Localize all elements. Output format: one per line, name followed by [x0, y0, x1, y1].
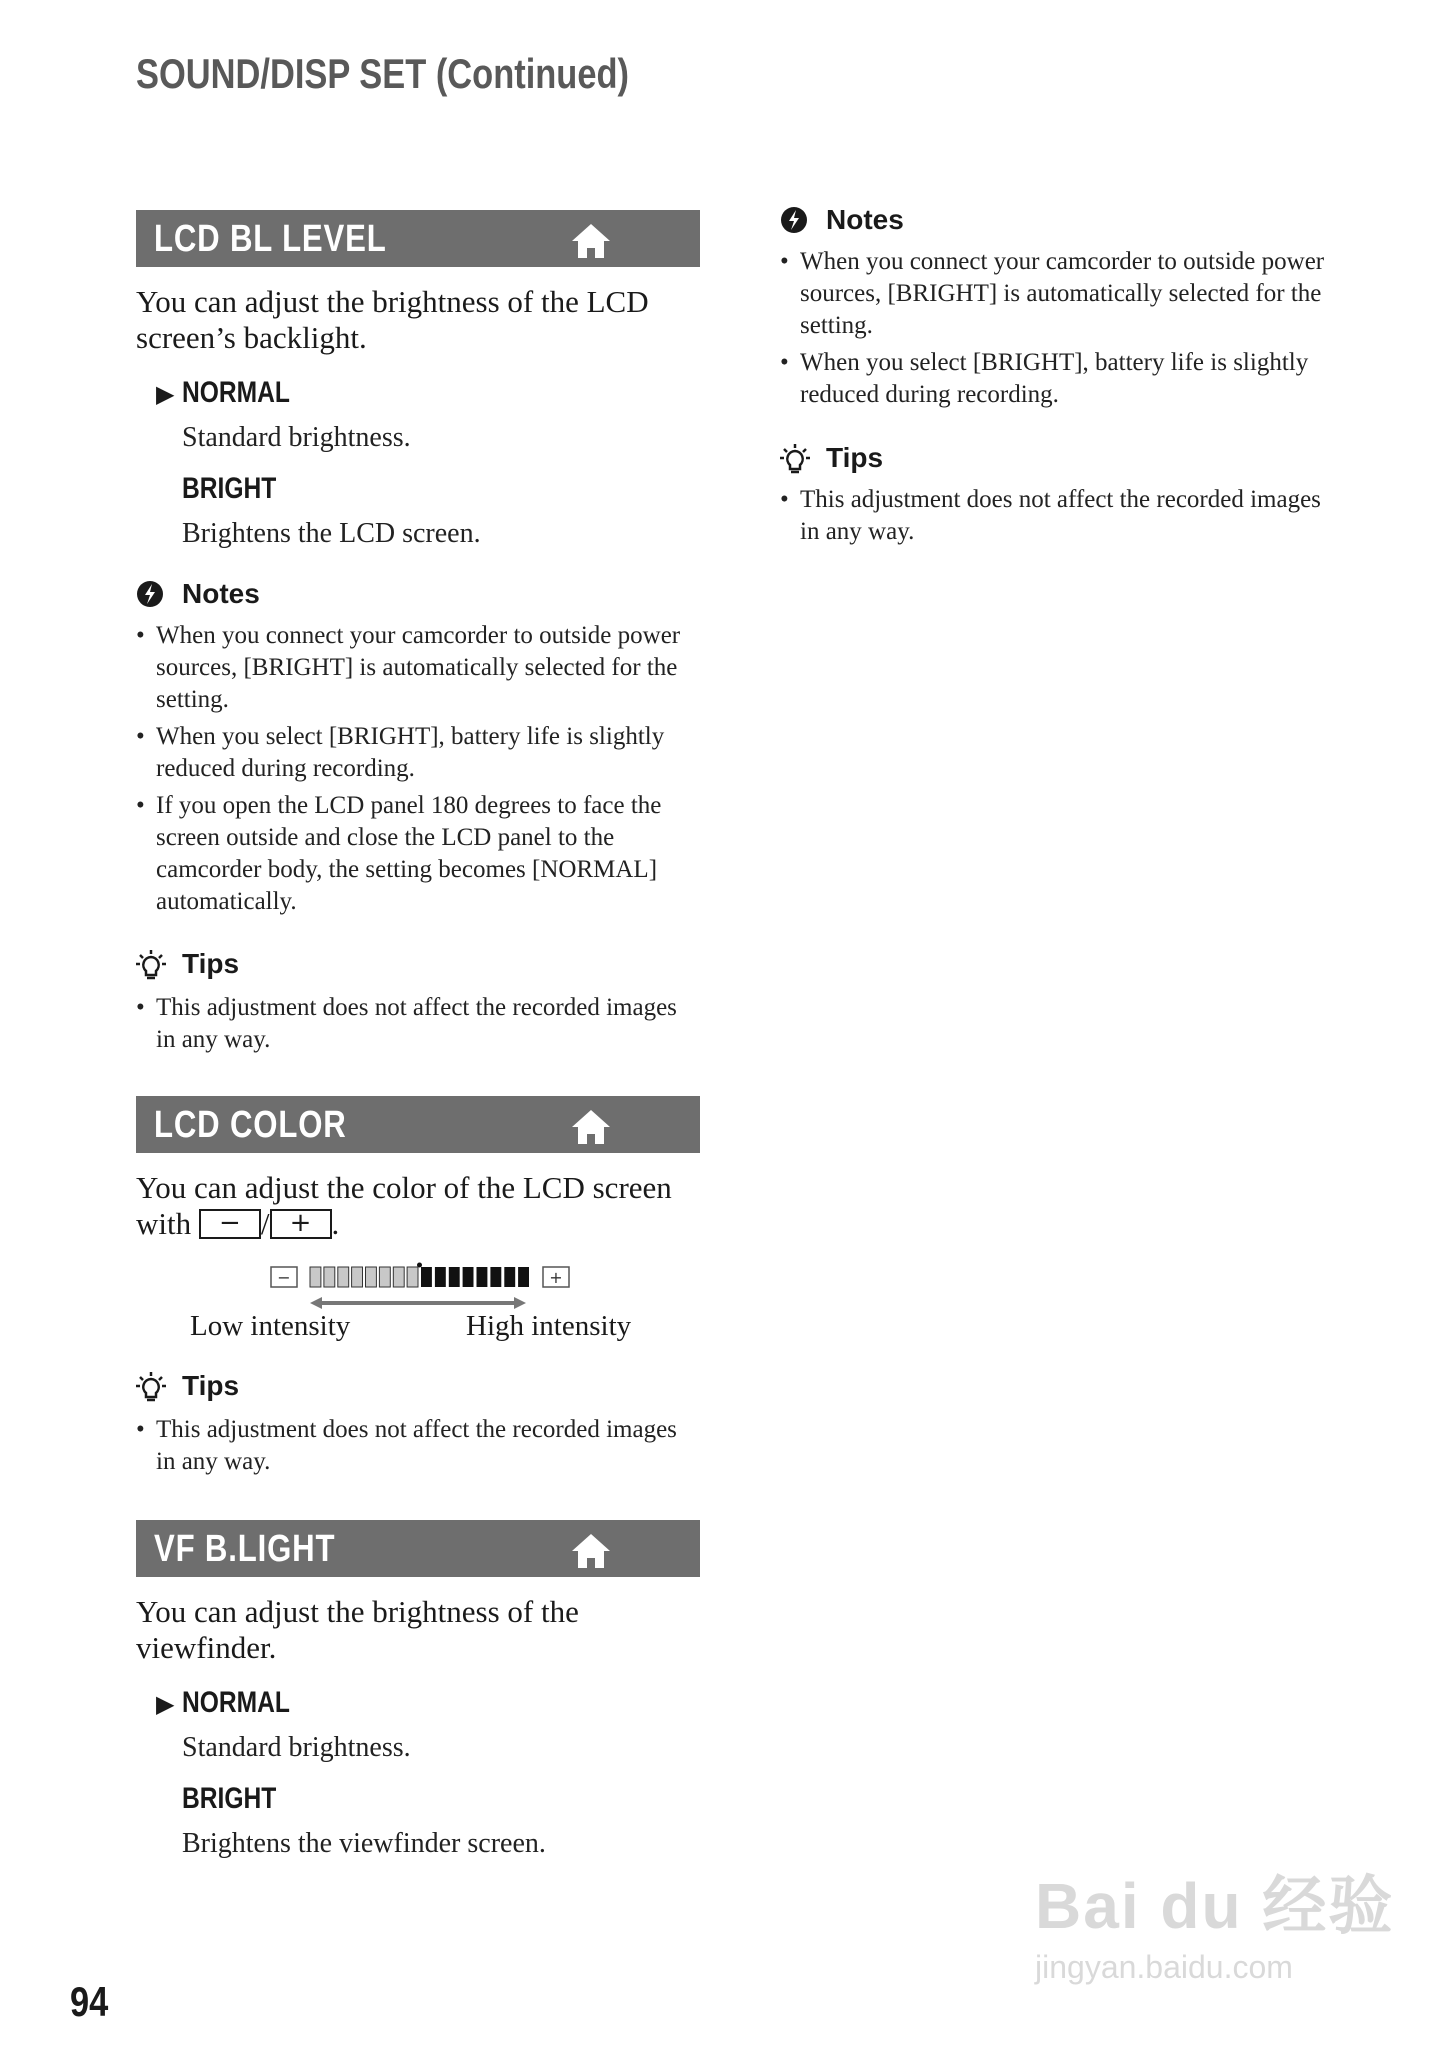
slash-text: /: [260, 1206, 270, 1241]
scale-minus-label: −: [277, 1268, 291, 1287]
list-item: • If you open the LCD panel 180 degrees to face the screen outside and close the LCD panel to the camcorder body, the setting becomes [NORMAL] automatically.: [136, 790, 696, 918]
tips-label: Tips: [182, 1370, 240, 1401]
scale-segment: [324, 1267, 335, 1287]
option-desc-normal: Standard brightness.: [182, 422, 411, 453]
option-name-normal: NORMAL: [182, 1686, 290, 1719]
tips-label: Tips: [182, 948, 240, 979]
page-number: 94: [70, 1978, 109, 2025]
list-item: • When you connect your camcorder to outside power sources, [BRIGHT] is automatically selected for the setting.: [780, 246, 1340, 342]
notes-list: [780, 246, 1340, 416]
period-text: .: [331, 1206, 340, 1241]
scale-segment: [407, 1267, 418, 1287]
option-desc-normal: Standard brightness.: [182, 1732, 411, 1763]
home-icon[interactable]: [570, 1532, 612, 1570]
scale-arrow-left-icon: [310, 1297, 322, 1309]
section-bar-lcd-color: [136, 1096, 700, 1153]
option-name-bright: BRIGHT: [182, 1782, 277, 1815]
section-bar-lcd-bl-level: [136, 210, 700, 267]
page-header: SOUND/DISP SET (Continued): [136, 50, 630, 97]
home-icon[interactable]: [570, 222, 612, 260]
tips-list: [136, 992, 696, 1061]
section-description: You can adjust the brightness of the LCD screen’s backlight.: [136, 284, 649, 355]
lightbulb-icon: [780, 444, 810, 476]
scale-level-marker: [417, 1263, 422, 1268]
notes-label: Notes: [182, 578, 260, 609]
notes-list: [136, 620, 696, 923]
scale-segment: [379, 1267, 390, 1287]
list-item: • This adjustment does not affect the recorded images in any way.: [780, 484, 1340, 548]
scale-segment: [463, 1267, 474, 1287]
watermark: [1035, 1855, 1394, 1986]
list-item: • When you select [BRIGHT], battery life is slightly reduced during recording.: [136, 721, 696, 785]
minus-key: −: [199, 1209, 261, 1239]
scale-segment: [310, 1267, 321, 1287]
tips-label: Tips: [826, 442, 884, 473]
list-item: • When you select [BRIGHT], battery life is slightly reduced during recording.: [780, 347, 1340, 411]
low-intensity-label: Low intensity: [190, 1310, 351, 1342]
scale-segment: [490, 1267, 501, 1287]
default-marker-icon: ▶: [156, 1690, 175, 1718]
home-icon[interactable]: [570, 1108, 612, 1146]
notes-icon: [136, 580, 164, 608]
scale-arrow-right-icon: [514, 1297, 526, 1309]
notes-icon: [780, 206, 808, 234]
scale-segment: [421, 1267, 432, 1287]
option-desc-bright: Brightens the LCD screen.: [182, 518, 481, 549]
scale-segment: [449, 1267, 460, 1287]
section-bar-vf-blight: [136, 1520, 700, 1577]
notes-label: Notes: [826, 204, 904, 235]
scale-segment: [477, 1267, 488, 1287]
watermark-url: jingyan.baidu.com: [1035, 1949, 1293, 1985]
tips-list: [136, 1414, 696, 1483]
scale-segment: [338, 1267, 349, 1287]
section-title: VF B.LIGHT: [154, 1528, 336, 1570]
list-item: • This adjustment does not affect the recorded images in any way.: [136, 992, 696, 1056]
high-intensity-label: High intensity: [466, 1310, 632, 1342]
scale-segment: [518, 1267, 529, 1287]
scale-segment: [504, 1267, 515, 1287]
tips-list: [780, 484, 1340, 553]
section-title: LCD COLOR: [154, 1104, 347, 1146]
default-marker-icon: ▶: [156, 380, 175, 408]
scale-segment: [393, 1267, 404, 1287]
scale-segment: [352, 1267, 363, 1287]
option-desc-bright: Brightens the viewfinder screen.: [182, 1828, 546, 1859]
description-text: You can adjust the color of the LCD screen with: [136, 1170, 672, 1241]
plus-key: +: [270, 1209, 332, 1239]
scale-segments: [310, 1263, 529, 1288]
list-item: • When you connect your camcorder to outside power sources, [BRIGHT] is automatically selected for the setting.: [136, 620, 696, 716]
watermark-brand: Bai du 经验: [1035, 1870, 1395, 1942]
section-title: LCD BL LEVEL: [154, 218, 387, 260]
lightbulb-icon: [136, 950, 166, 982]
lightbulb-icon: [136, 1372, 166, 1404]
section-description: [136, 1170, 706, 1242]
scale-segment: [435, 1267, 446, 1287]
list-item: • This adjustment does not affect the recorded images in any way.: [136, 1414, 696, 1478]
option-name-normal: NORMAL: [182, 376, 290, 409]
section-description: You can adjust the brightness of the viewfinder.: [136, 1594, 579, 1665]
scale-plus-label: +: [549, 1268, 563, 1287]
color-intensity-scale: [270, 1262, 570, 1314]
option-name-bright: BRIGHT: [182, 472, 277, 505]
scale-segment: [366, 1267, 377, 1287]
